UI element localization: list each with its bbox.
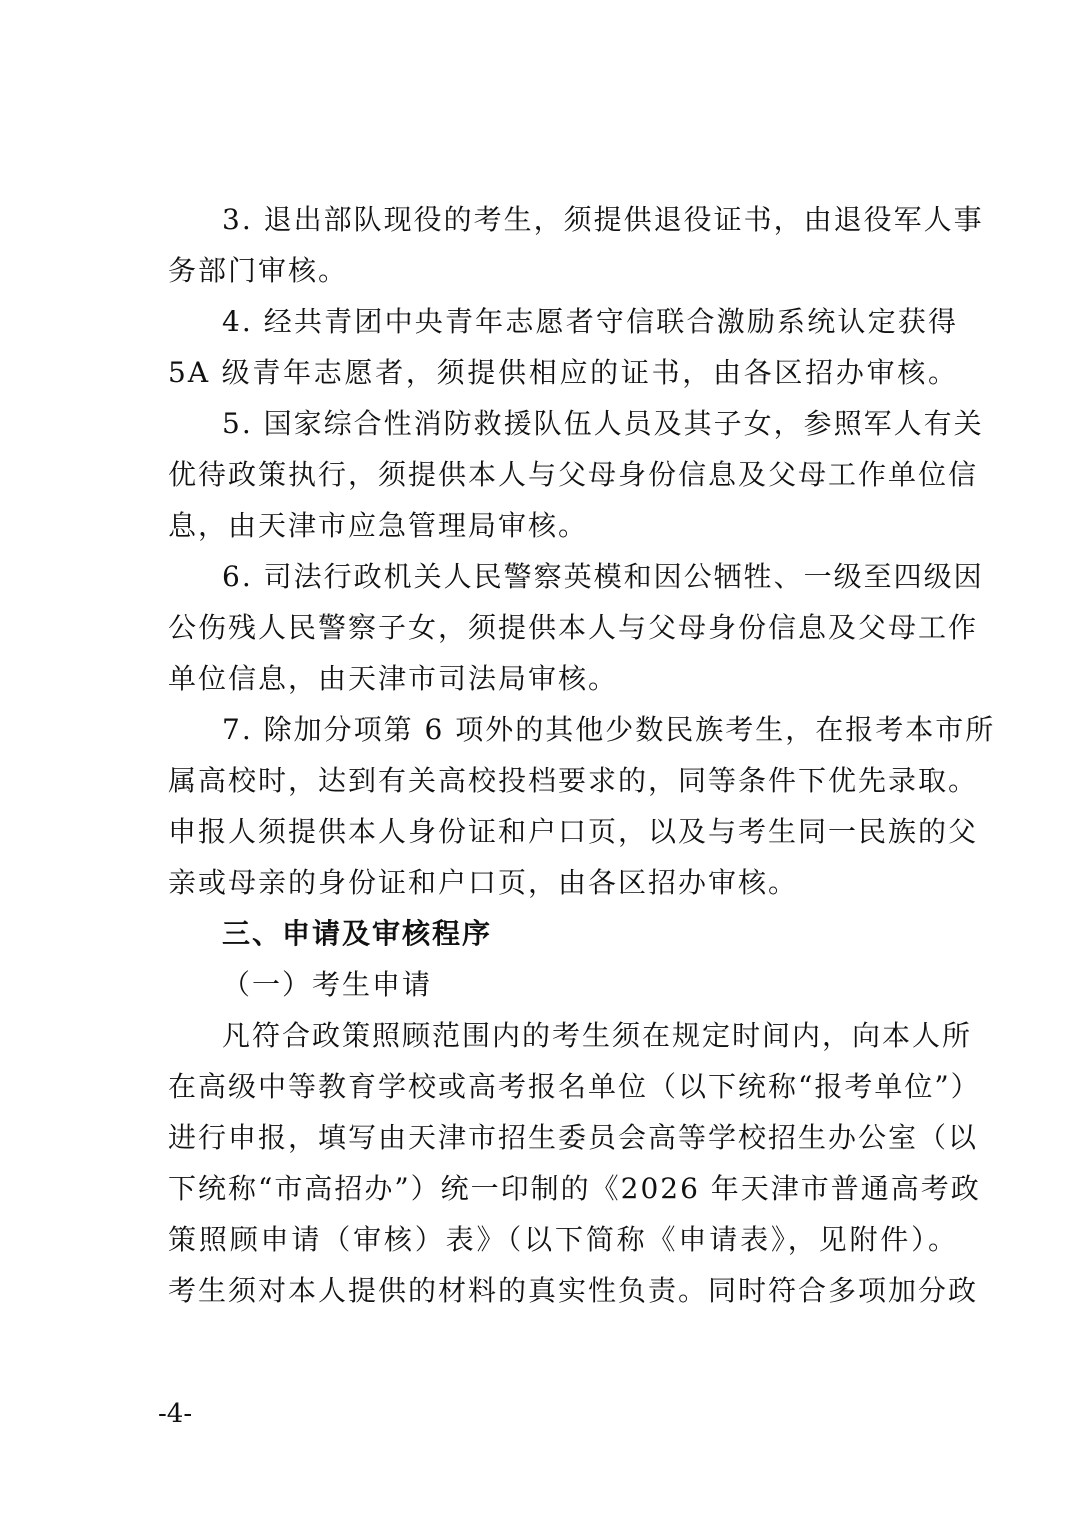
paragraph-line: 6. 司法行政机关人民警察英模和因公牺牲、一级至四级因	[222, 560, 984, 593]
paragraph-line: 5A 级青年志愿者，须提供相应的证书，由各区招办审核。	[168, 356, 958, 389]
paragraph-line: 4. 经共青团中央青年志愿者守信联合激励系统认定获得	[222, 305, 958, 338]
paragraph-line: 7. 除加分项第 6 项外的其他少数民族考生，在报考本市所	[222, 713, 996, 746]
subsection-heading: （一）考生申请	[222, 968, 433, 1001]
section-heading: 三、申请及审核程序	[222, 917, 493, 950]
paragraph-line: 在高级中等教育学校或高考报名单位（以下统称“报考单位”）	[168, 1070, 981, 1103]
paragraph-line: 3. 退出部队现役的考生，须提供退役证书，由退役军人事	[222, 203, 984, 236]
paragraph-line: 亲或母亲的身份证和户口页，由各区招办审核。	[168, 866, 799, 899]
page-number: -4-	[158, 1399, 193, 1429]
paragraph-line: 申报人须提供本人身份证和户口页，以及与考生同一民族的父	[168, 815, 979, 848]
paragraph-line: 进行申报，填写由天津市招生委员会高等学校招生办公室（以	[168, 1121, 979, 1154]
paragraph-line: 策照顾申请（审核）表》（以下简称《申请表》，见附件）。	[168, 1223, 958, 1256]
paragraph-line: 单位信息，由天津市司法局审核。	[168, 662, 619, 695]
paragraph-line: 凡符合政策照顾范围内的考生须在规定时间内，向本人所	[222, 1019, 973, 1052]
paragraph-line: 息，由天津市应急管理局审核。	[168, 509, 589, 542]
paragraph-line: 属高校时，达到有关高校投档要求的，同等条件下优先录取。	[168, 764, 979, 797]
paragraph-line: 务部门审核。	[168, 254, 349, 287]
paragraph-line: 5. 国家综合性消防救援队伍人员及其子女，参照军人有关	[222, 407, 984, 440]
paragraph-line: 考生须对本人提供的材料的真实性负责。同时符合多项加分政	[168, 1274, 979, 1307]
paragraph-line: 下统称“市高招办”）统一印制的《2026 年天津市普通高考政	[168, 1172, 981, 1205]
paragraph-line: 公伤残人民警察子女，须提供本人与父母身份信息及父母工作	[168, 611, 979, 644]
paragraph-line: 优待政策执行，须提供本人与父母身份信息及父母工作单位信	[168, 458, 979, 491]
